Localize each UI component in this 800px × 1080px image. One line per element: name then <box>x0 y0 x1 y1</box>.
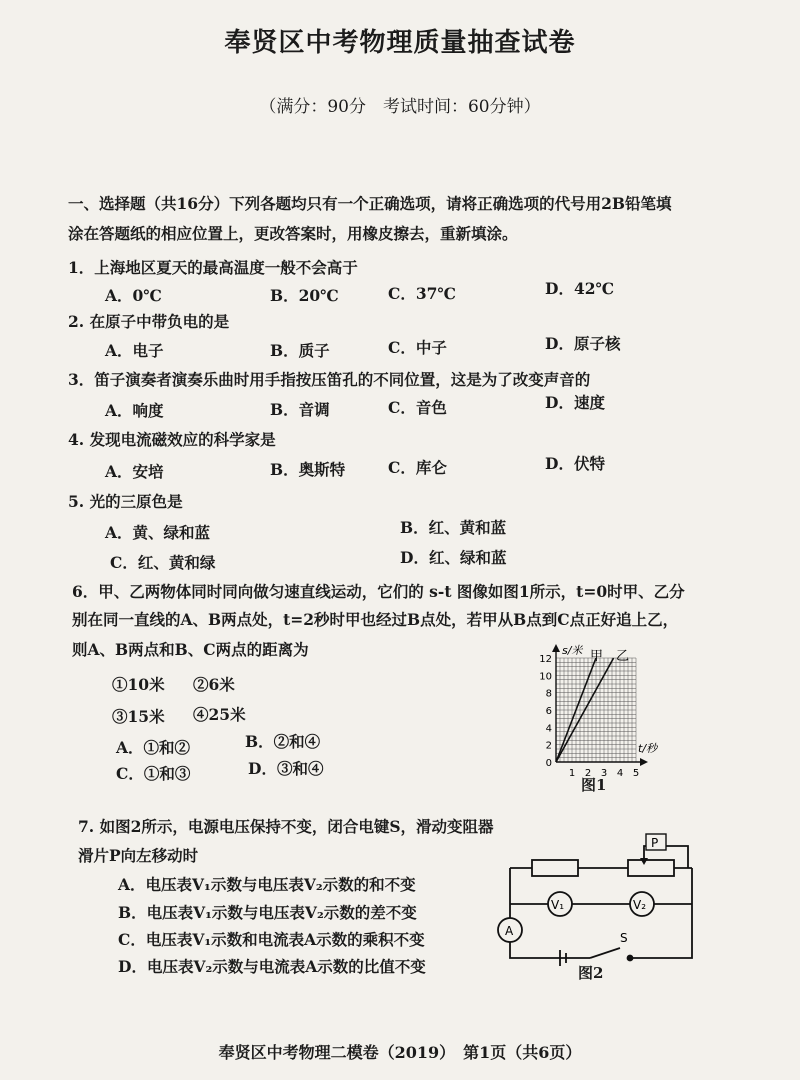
q7-option-d: D．电压表V₂示数与电流表A示数的比值不变 <box>118 957 426 976</box>
ammeter-label: A <box>505 924 514 938</box>
question-1: 1．上海地区夏天的最高温度一般不会高于 <box>68 258 358 277</box>
rheostat <box>628 860 674 876</box>
x-tick-label: 4 <box>616 768 624 779</box>
y-axis-arrow <box>552 644 560 652</box>
graph-grid <box>556 658 636 762</box>
question-6-line1: 6．甲、乙两物体同时同向做匀速直线运动，它们的 s-t 图像如图1所示，t=0时甲、乙分 <box>72 582 685 601</box>
q1-option-a: A．0℃ <box>105 286 162 305</box>
y-tick-label: 12 <box>539 654 552 665</box>
q6-choice-1: ①10米 <box>112 675 165 694</box>
figure-2-caption: 图2 <box>578 964 604 982</box>
y-ticks <box>539 654 552 769</box>
switch-lever <box>590 948 620 958</box>
x-tick-label: 1 <box>568 768 576 779</box>
y-tick-label: 4 <box>545 723 552 735</box>
q6-choice-2: ②6米 <box>193 675 235 694</box>
switch-contact <box>628 956 633 961</box>
question-2: 2. 在原子中带负电的是 <box>68 312 230 331</box>
q3-option-a: A．响度 <box>105 401 164 420</box>
q7-option-b: B．电压表V₁示数与电压表V₂示数的差不变 <box>118 903 417 922</box>
q2-option-a: A．电子 <box>105 341 164 360</box>
x-axis-arrow <box>640 758 648 766</box>
q2-option-c: C．中子 <box>388 338 447 357</box>
q6-option-b: B．②和④ <box>245 732 321 751</box>
page-footer: 奉贤区中考物理二模卷（2019） 第1页（共6页） <box>218 1043 582 1062</box>
q4-option-d: D．伏特 <box>545 454 605 473</box>
figure-2-circuit <box>480 832 710 982</box>
q5-option-c: C．红、黄和绿 <box>110 553 216 572</box>
q4-option-c: C．库仑 <box>388 458 447 477</box>
y-tick-label: 0 <box>545 758 552 769</box>
q1-option-c: C．37℃ <box>388 284 456 303</box>
y-tick-label: 10 <box>539 671 552 683</box>
q6-choice-3: ③15米 <box>112 707 165 726</box>
figure-1-caption: 图1 <box>581 776 607 794</box>
y-axis-label: s/米 <box>562 644 583 657</box>
y-tick-label: 2 <box>545 740 552 752</box>
wire-left <box>510 868 590 958</box>
series-label-jia: 甲 <box>590 649 604 664</box>
q2-option-d: D．原子核 <box>545 334 621 353</box>
q3-option-d: D．速度 <box>545 393 605 412</box>
question-4: 4. 发现电流磁效应的科学家是 <box>68 430 276 449</box>
y-tick-label: 8 <box>545 688 552 700</box>
slider-label: P <box>651 836 659 850</box>
question-5: 5. 光的三原色是 <box>68 492 183 511</box>
y-tick-label: 6 <box>545 706 552 717</box>
x-tick-label: 5 <box>632 768 640 779</box>
section-instruction-line2: 涂在答题纸的相应位置上，更改答案时，用橡皮擦去，重新填涂。 <box>68 224 518 243</box>
x-tick-label: 3 <box>600 768 608 779</box>
question-7-line2: 滑片P向左移动时 <box>78 846 199 865</box>
q7-option-a: A．电压表V₁示数与电压表V₂示数的和不变 <box>118 875 416 894</box>
q3-option-c: C．音色 <box>388 398 447 417</box>
fixed-resistor <box>532 860 578 876</box>
q5-option-b: B．红、黄和蓝 <box>400 518 507 537</box>
q6-option-a: A．①和② <box>116 738 191 757</box>
switch-label: S <box>620 931 628 945</box>
q6-choice-4: ④25米 <box>193 705 246 724</box>
question-6-line3: 则A、B两点和B、C两点的距离为 <box>72 640 309 659</box>
series-label-yi: 乙 <box>616 649 630 664</box>
q5-option-d: D．红、绿和蓝 <box>400 548 507 567</box>
wire-right <box>630 868 692 958</box>
x-tick-label: 2 <box>584 768 592 779</box>
q4-option-a: A．安培 <box>105 462 164 481</box>
question-6-line2: 别在同一直线的A、B两点处，t=2秒时甲也经过B点处，若甲从B点到C点正好追上乙， <box>72 610 679 629</box>
q1-option-d: D．42℃ <box>545 279 615 298</box>
q6-option-c: C．①和③ <box>116 764 191 783</box>
q3-option-b: B．音调 <box>270 400 330 419</box>
x-axis-label: t/秒 <box>638 742 658 755</box>
question-3: 3．笛子演奏者演奏乐曲时用手指按压笛孔的不同位置，这是为了改变声音的 <box>68 370 591 389</box>
exam-title: 奉贤区中考物理质量抽查试卷 <box>224 28 576 58</box>
q7-option-c: C．电压表V₁示数和电流表A示数的乘积不变 <box>118 930 425 949</box>
question-7-line1: 7. 如图2所示，电源电压保持不变，闭合电键S，滑动变阻器 <box>78 817 494 836</box>
section-instruction-line1: 一、选择题（共16分）下列各题均只有一个正确选项，请将正确选项的代号用2B铅笔填 <box>68 194 672 213</box>
v2-label: V₂ <box>633 898 647 912</box>
q5-option-a: A．黄、绿和蓝 <box>105 523 211 542</box>
v1-label: V₁ <box>551 898 565 912</box>
slider-arrow <box>640 858 648 865</box>
q6-option-d: D．③和④ <box>248 759 324 778</box>
exam-subtitle: （满分：90分 考试时间：60分钟） <box>259 97 541 117</box>
q1-option-b: B．20℃ <box>270 286 339 305</box>
q2-option-b: B．质子 <box>270 341 330 360</box>
q4-option-b: B．奥斯特 <box>270 460 346 479</box>
